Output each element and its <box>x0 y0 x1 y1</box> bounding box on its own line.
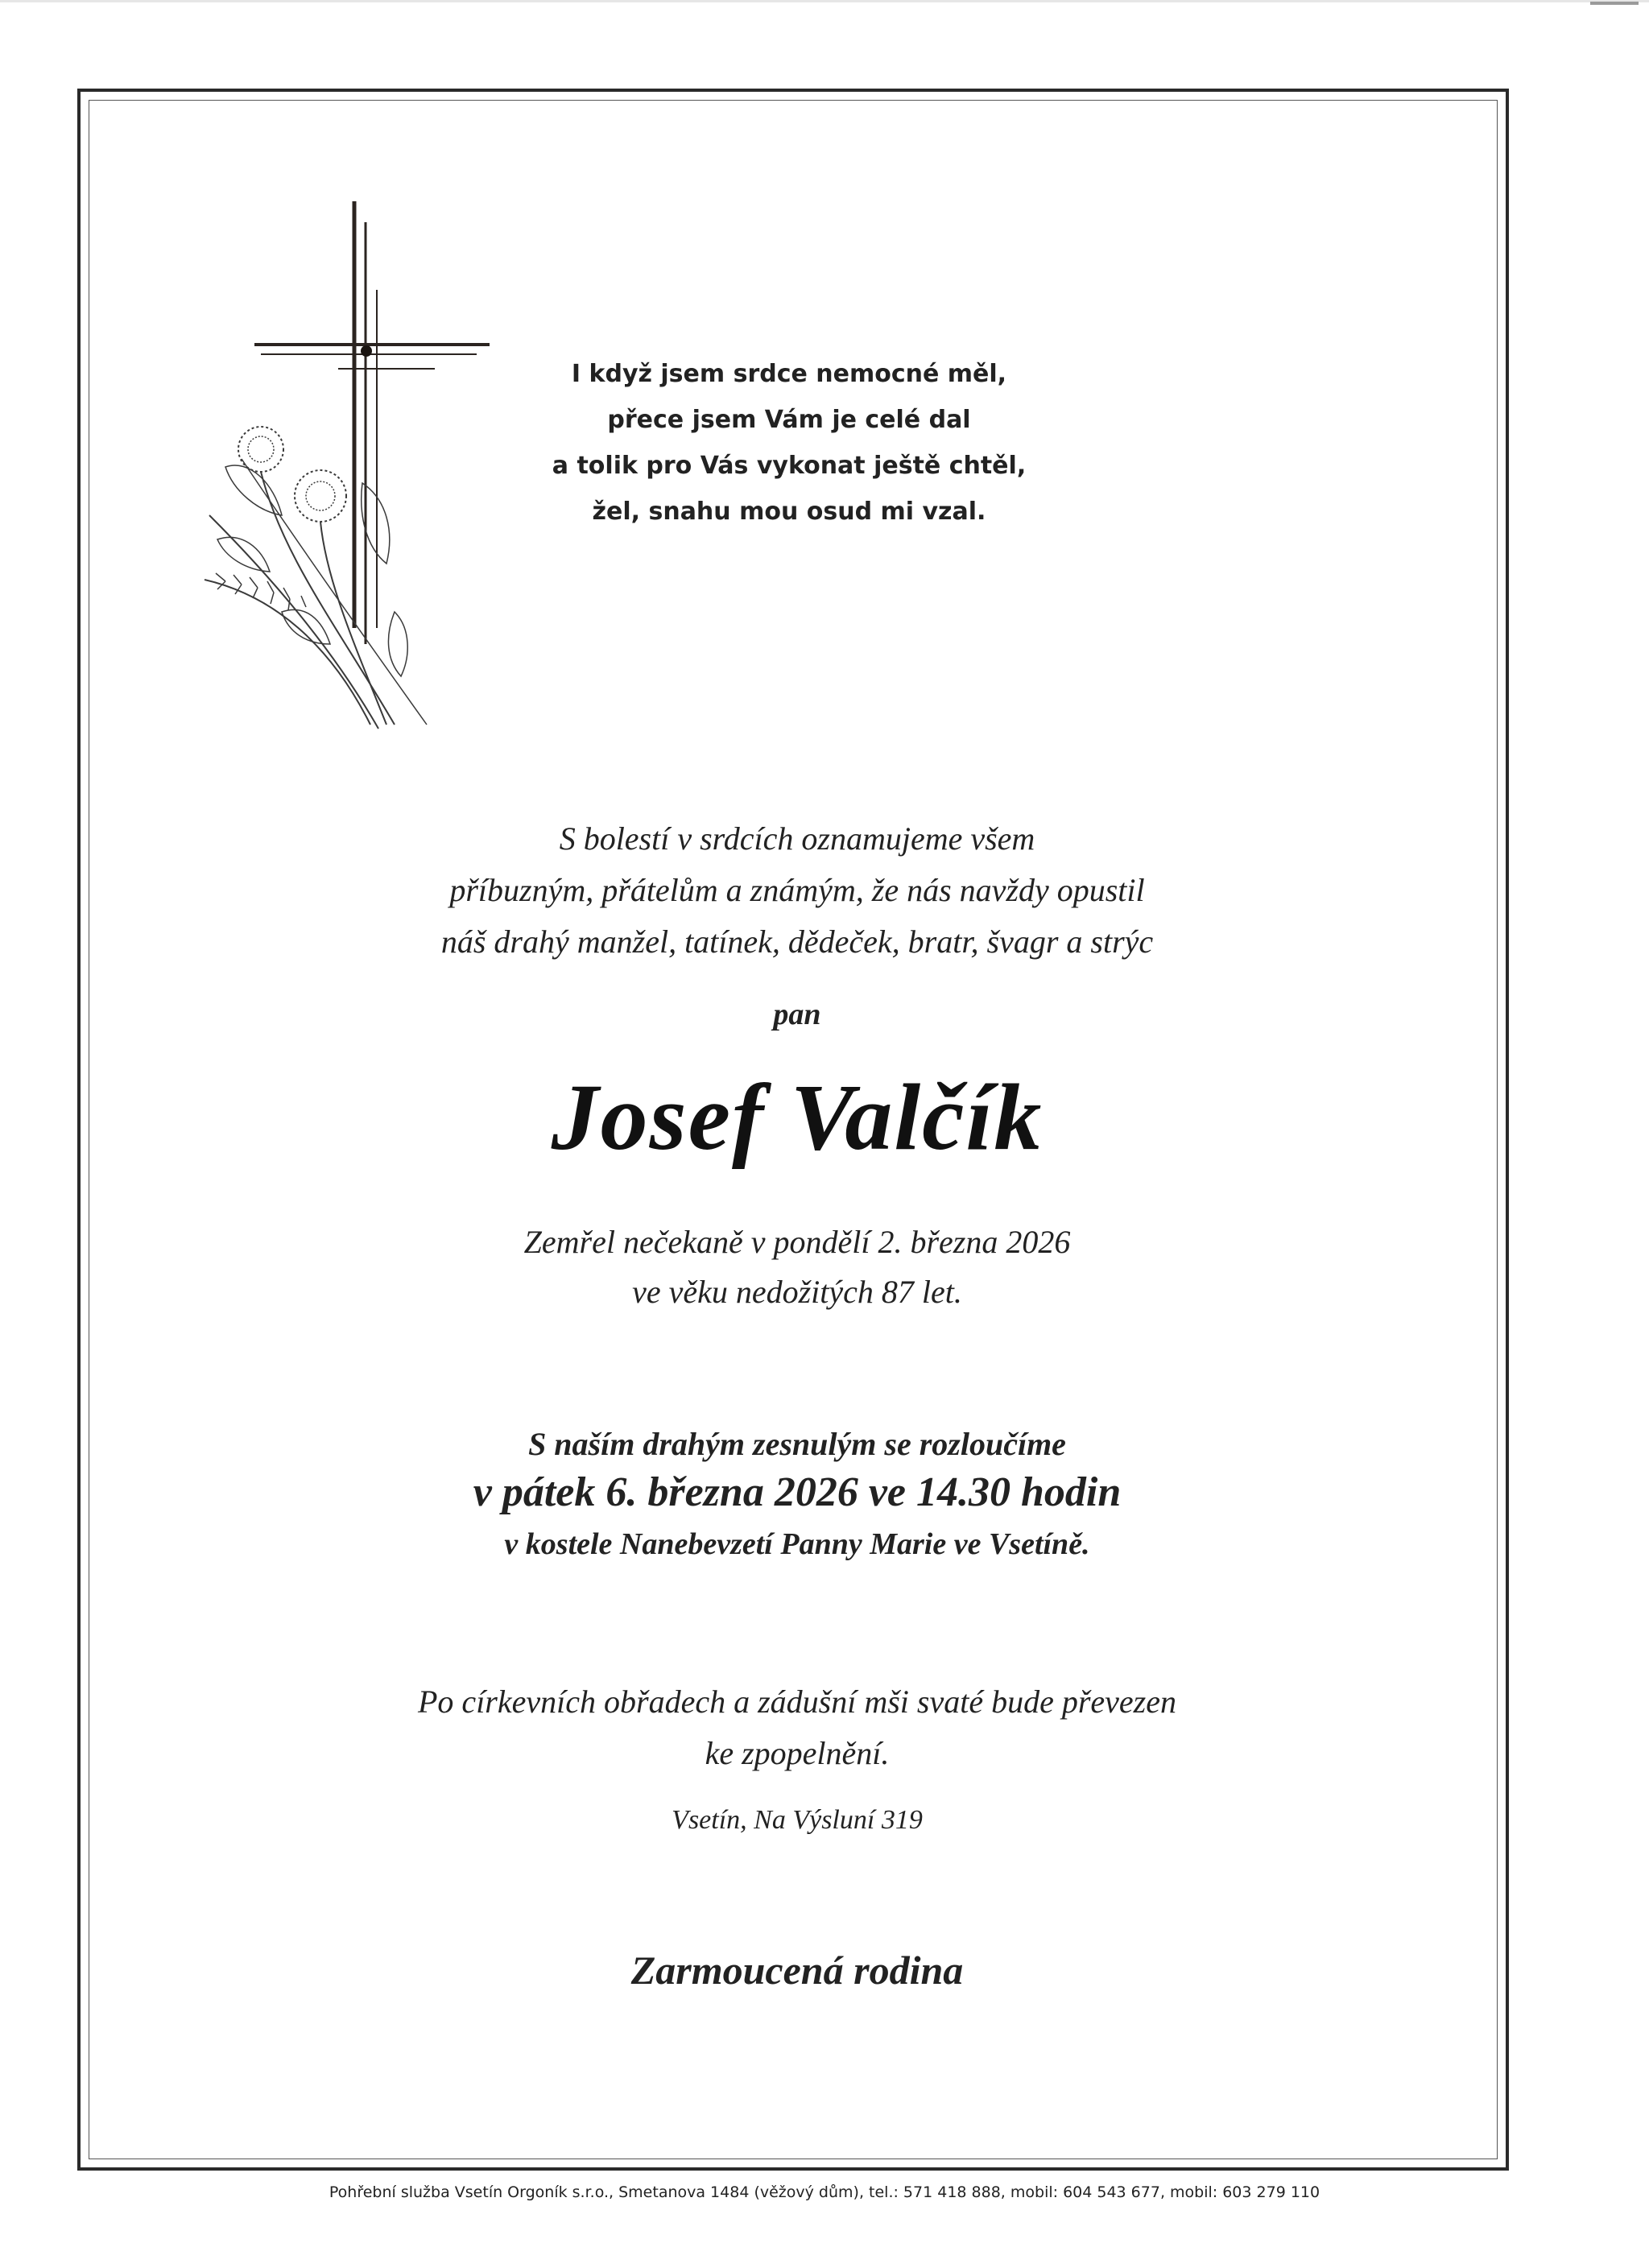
funeral-service-footer: Pohřební služba Vsetín Orgoník s.r.o., Smetanova 1484 (věžový dům), tel.: 571 418 888, mobil: 604 543 677, mobil: 603 279 110 <box>329 2183 1320 2201</box>
poem-line: žel, snahu mou osud mi vzal. <box>592 498 986 526</box>
poem-line: přece jsem Vám je celé dal <box>607 406 971 434</box>
opening-poem <box>499 351 1079 535</box>
death-line: ve věku nedožitých 87 let. <box>632 1274 962 1310</box>
announcement-line: S bolestí v srdcích oznamujeme všem <box>559 820 1035 857</box>
announcement-line: náš drahý manžel, tatínek, dědeček, bratr, švagr a strýc <box>440 923 1154 960</box>
corner-mark <box>1590 2 1639 5</box>
cross-with-flowers-icon <box>193 193 507 741</box>
after-ceremony-text <box>242 1676 1353 1779</box>
announcement-text <box>242 813 1353 968</box>
after-line: Po církevních obřadech a zádušní mši svaté bude převezen <box>418 1683 1176 1720</box>
ceremony-location: v kostele Nanebevzetí Panny Marie ve Vsetíně. <box>504 1527 1090 1561</box>
after-line: ke zpopelnění. <box>705 1735 890 1771</box>
signature: Zarmoucená rodina <box>630 1948 964 1993</box>
top-edge-rule <box>0 0 1649 2</box>
deceased-name: Josef Valčík <box>551 1064 1044 1170</box>
ceremony-datetime: v pátek 6. března 2026 ve 14.30 hodin <box>473 1469 1122 1515</box>
death-notice <box>242 1217 1353 1317</box>
honorific: pan <box>773 998 821 1031</box>
family-address: Vsetín, Na Výsluní 319 <box>672 1805 923 1835</box>
poem-line: a tolik pro Vás vykonat ještě chtěl, <box>552 452 1027 480</box>
death-line: Zemřel nečekaně v pondělí 2. března 2026 <box>523 1224 1071 1260</box>
poem-line: I když jsem srdce nemocné měl, <box>571 360 1007 388</box>
announcement-line: příbuzným, přátelům a známým, že nás navždy opustil <box>449 872 1145 908</box>
ceremony-intro: S naším drahým zesnulým se rozloučíme <box>528 1426 1066 1462</box>
